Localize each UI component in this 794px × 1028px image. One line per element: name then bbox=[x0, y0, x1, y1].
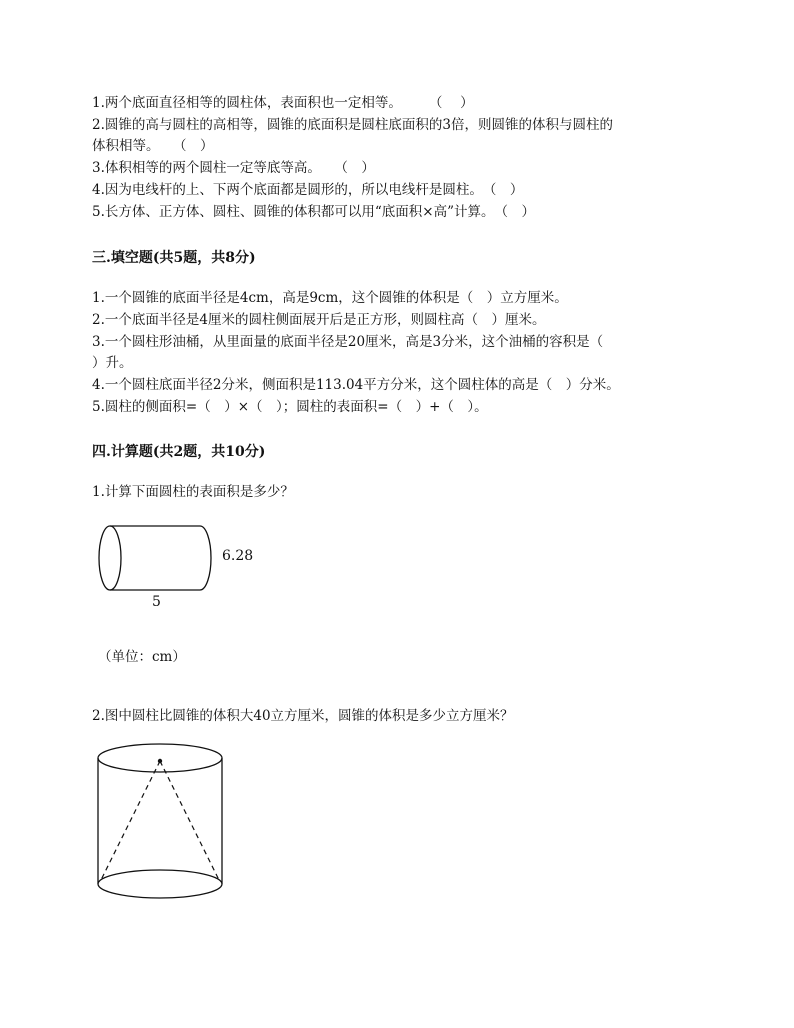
cylinder-length-label: 5 bbox=[152, 594, 161, 610]
section-4-title: 四.计算题(共2题，共10分) bbox=[92, 444, 266, 460]
judge-item-3: 3.体积相等的两个圆柱一定等底等高。 （ ） bbox=[92, 160, 375, 176]
horizontal-cylinder-figure bbox=[96, 522, 226, 594]
cone-left-edge bbox=[100, 761, 160, 882]
fill-item-3: 3.一个圆柱形油桶，从里面量的底面半径是20厘米，高是3分米，这个油桶的容积是（ bbox=[92, 334, 604, 350]
cylinder-bottom-front bbox=[98, 884, 222, 898]
cylinder-cone-figure bbox=[96, 742, 226, 902]
fill-item-3-cont: ）升。 bbox=[92, 355, 133, 371]
cylinder-left-face bbox=[99, 526, 121, 590]
judge-item-1: 1.两个底面直径相等的圆柱体，表面积也一定相等。 （ ） bbox=[92, 95, 474, 111]
fill-item-1: 1.一个圆锥的底面半径是4cm，高是9cm，这个圆锥的体积是（ ）立方厘米。 bbox=[92, 290, 568, 306]
judge-item-4: 4.因为电线杆的上、下两个底面都是圆形的，所以电线杆是圆柱。 （ ） bbox=[92, 182, 524, 198]
cylinder-height-label: 6.28 bbox=[222, 548, 254, 564]
cone-right-edge bbox=[160, 761, 220, 882]
cylinder-bottom-back bbox=[98, 870, 222, 884]
judge-item-5: 5.长方体、正方体、圆柱、圆锥的体积都可以用“底面积×高”计算。 （ ） bbox=[92, 204, 535, 220]
judge-item-2: 2.圆锥的高与圆柱的高相等，圆锥的底面积是圆柱底面积的3倍，则圆锥的体积与圆柱的 bbox=[92, 117, 613, 133]
fill-item-5: 5.圆柱的侧面积=（ ）×（ ）；圆柱的表面积=（ ）+（ ）。 bbox=[92, 399, 488, 415]
cylinder-right-face bbox=[200, 526, 211, 590]
unit-note: （单位：cm） bbox=[98, 649, 186, 665]
fill-item-2: 2.一个底面半径是4厘米的圆柱侧面展开后是正方形，则圆柱高（ ）厘米。 bbox=[92, 312, 546, 328]
cylinder-top-ellipse bbox=[98, 744, 222, 772]
calc-question-1: 1.计算下面圆柱的表面积是多少？ bbox=[92, 484, 294, 500]
calc-question-2: 2.图中圆柱比圆锥的体积大40立方厘米，圆锥的体积是多少立方厘米？ bbox=[92, 708, 514, 724]
judge-item-2-cont: 体积相等。 （ ） bbox=[92, 138, 214, 154]
section-3-title: 三.填空题(共5题，共8分) bbox=[92, 250, 256, 266]
fill-item-4: 4.一个圆柱底面半径2分米，侧面积是113.04平方分米，这个圆柱体的高是（ ）分米。 bbox=[92, 377, 620, 393]
